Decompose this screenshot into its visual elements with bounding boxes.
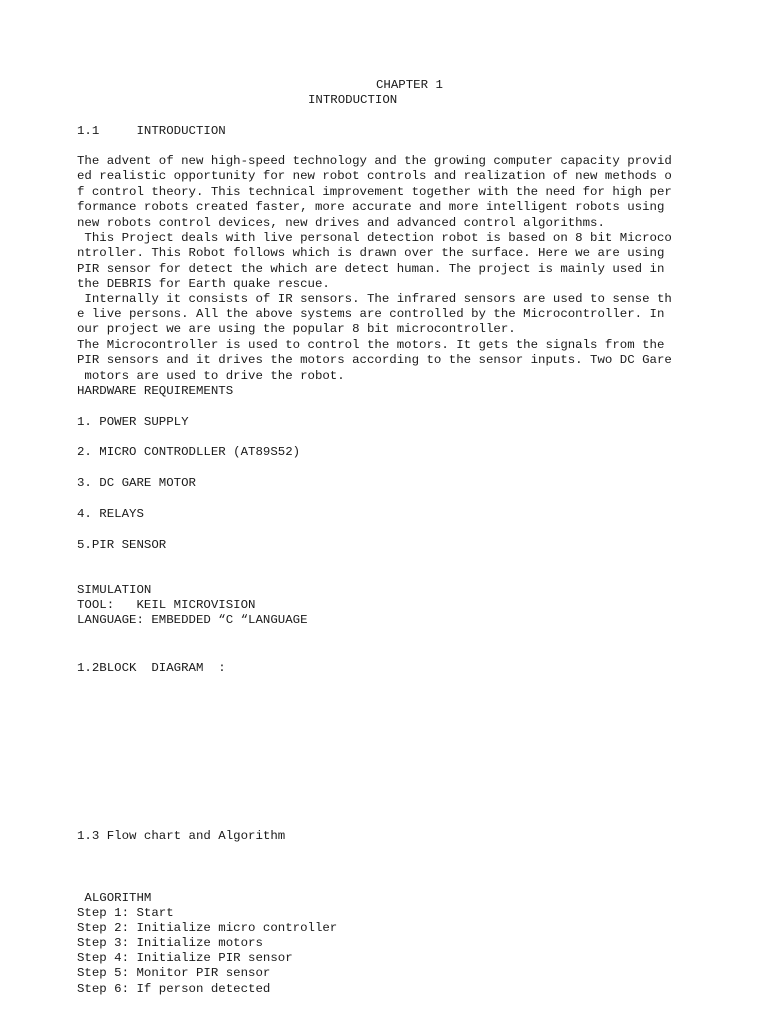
simulation-heading: SIMULATION [77, 583, 152, 597]
chapter-number: CHAPTER 1 [376, 78, 443, 92]
algorithm-step: Step 4: Initialize PIR sensor [77, 951, 293, 965]
text-line: ntroller. This Robot follows which is drawn over the surface. Here we are using [77, 246, 665, 260]
language-line: LANGUAGE: EMBEDDED “C “LANGUAGE [77, 613, 308, 627]
text-line: formance robots created faster, more accurate and more intelligent robots using [77, 200, 665, 214]
block-diagram-heading: 1.2BLOCK DIAGRAM : [77, 661, 226, 675]
text-line: our project we are using the popular 8 bit microcontroller. [77, 322, 516, 336]
text-line: This Project deals with live personal detection robot is based on 8 bit Microco [77, 231, 672, 245]
list-item: 1. POWER SUPPLY [77, 415, 189, 429]
text-line: The Microcontroller is used to control the motors. It gets the signals from the [77, 338, 665, 352]
section-heading-1-1: 1.1 INTRODUCTION [77, 124, 226, 138]
list-item: 5.PIR SENSOR [77, 538, 167, 552]
text-line: Internally it consists of IR sensors. The infrared sensors are used to sense th [77, 292, 672, 306]
algorithm-step: Step 5: Monitor PIR sensor [77, 966, 271, 980]
text-line: PIR sensor for detect the which are detect human. The project is mainly used in [77, 262, 665, 276]
list-item: 2. MICRO CONTRODLLER (AT89S52) [77, 445, 301, 459]
hardware-heading: HARDWARE REQUIREMENTS [77, 384, 234, 398]
text-line: motors are used to drive the robot. [77, 369, 345, 383]
chapter-title: INTRODUCTION [308, 93, 398, 107]
algorithm-step: Step 2: Initialize micro controller [77, 921, 338, 935]
tool-line: TOOL: KEIL MICROVISION [77, 598, 256, 612]
list-item: 3. DC GARE MOTOR [77, 476, 196, 490]
text-line: the DEBRIS for Earth quake rescue. [77, 277, 330, 291]
flowchart-heading: 1.3 Flow chart and Algorithm [77, 829, 286, 843]
algorithm-step: Step 1: Start [77, 906, 174, 920]
text-line: ed realistic opportunity for new robot controls and realization of new methods o [77, 169, 672, 183]
text-line: f control theory. This technical improvement together with the need for high per [77, 185, 672, 199]
text-line: PIR sensors and it drives the motors according to the sensor inputs. Two DC Gare [77, 353, 672, 367]
algorithm-heading: ALGORITHM [77, 891, 152, 905]
text-line: The advent of new high-speed technology and the growing computer capacity provid [77, 154, 672, 168]
list-item: 4. RELAYS [77, 507, 144, 521]
text-line: new robots control devices, new drives and advanced control algorithms. [77, 216, 605, 230]
text-line: e live persons. All the above systems are controlled by the Microcontroller. In [77, 307, 665, 321]
algorithm-step: Step 3: Initialize motors [77, 936, 263, 950]
algorithm-step: Step 6: If person detected [77, 982, 271, 996]
